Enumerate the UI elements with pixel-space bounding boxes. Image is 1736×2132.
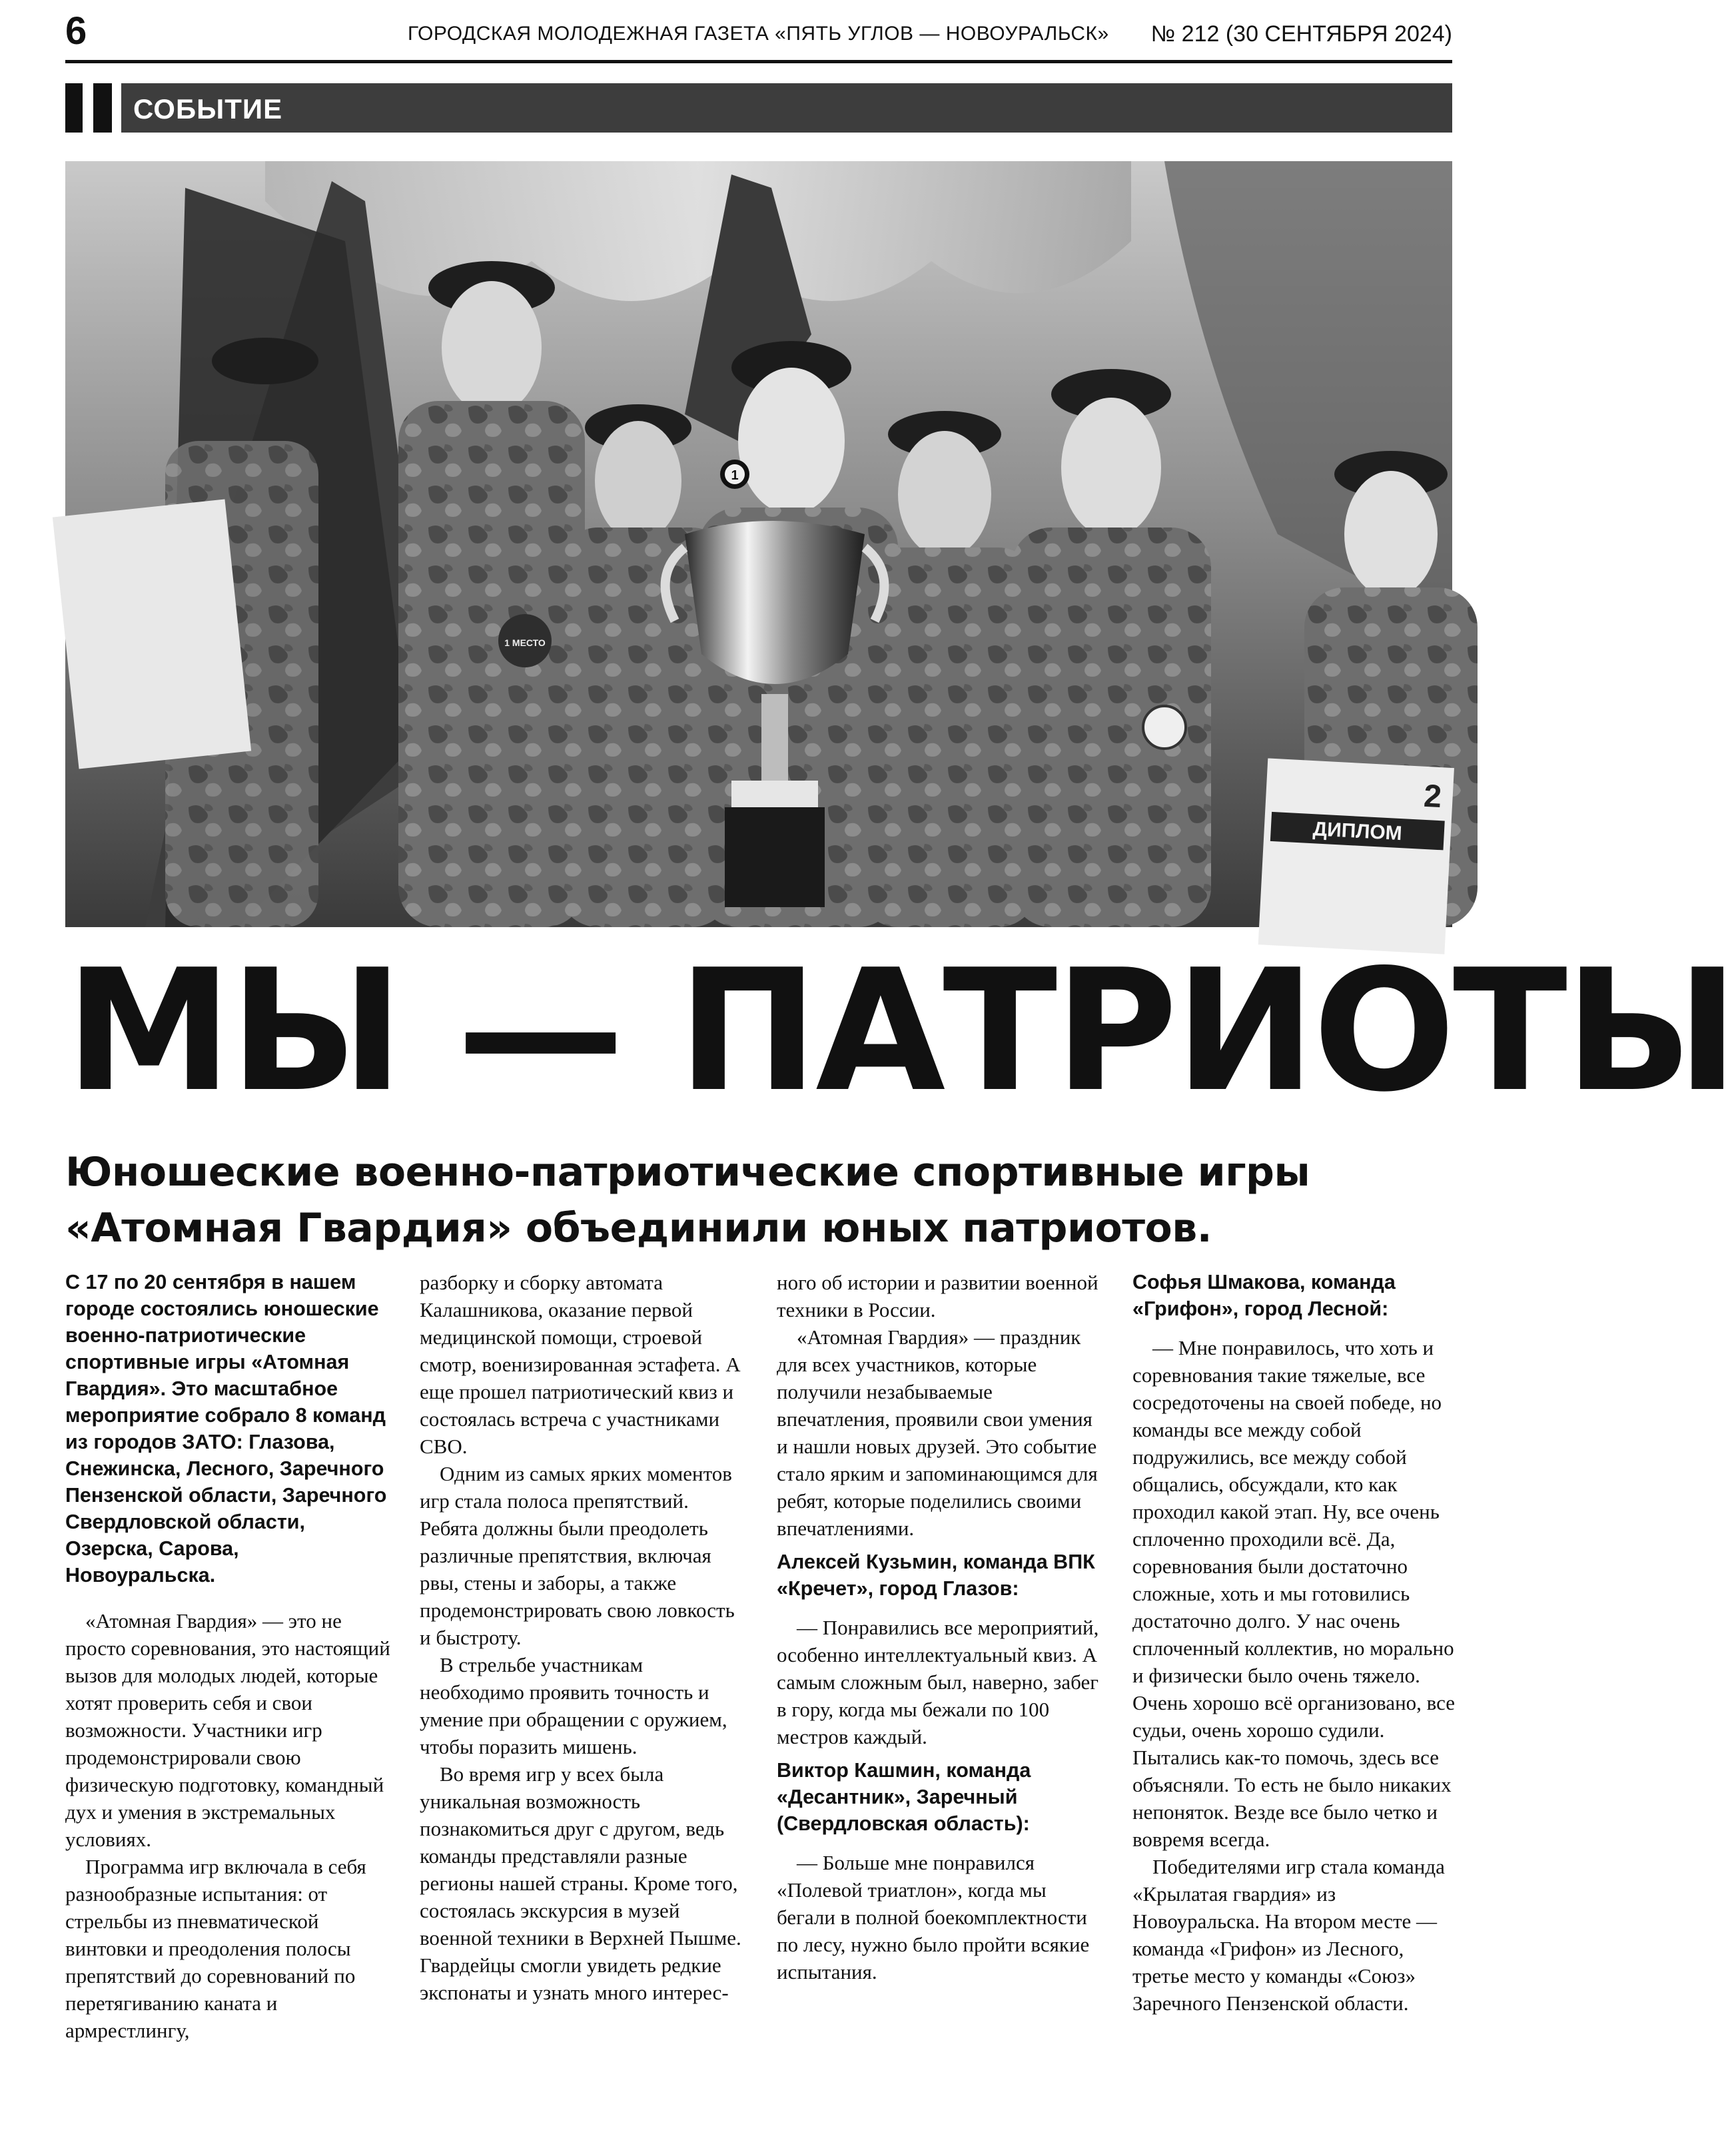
subheadline-line-2: «Атомная Гвардия» объединили юных патриотов. [65, 1205, 1212, 1251]
body-paragraph: Одним из самых ярких моментов игр стала полоса препятствий. Ребята должны были преодолеть различные препятствия, включая рвы, стены и заборы, а также продемонстрировать свою ловкость и быстроту. [420, 1462, 735, 1649]
body-paragraph: разборку и сборку автомата Калашникова, оказание первой медицинской помощи, строевой смотр, военизированная эстафета. А еще прошел патриотический квиз и состоялась встреча с участниками СВО. [420, 1271, 741, 1458]
subheadline [65, 1144, 1452, 1256]
page-number: 6 [65, 9, 87, 53]
body-paragraph: Во время игр у всех была уникальная возможность познакомиться друг с другом, ведь команды представляли разные регионы нашей страны. Кроме того, состоялась экскурсия в музей военной техники в Верхней Пышме. Гвардейцы смогли увидеть редкие экспонаты и узнать много интерес- [420, 1762, 741, 2004]
masthead: ГОРОДСКАЯ МОЛОДЕЖНАЯ ГАЗЕТА «ПЯТЬ УГЛОВ — НОВОУРАЛЬСК» [408, 23, 1109, 45]
diploma-place-number: 2 [1422, 778, 1443, 815]
quote-paragraph: — Мне понравилось, что хоть и соревнования такие тяжелые, все сосредоточены на своей победе, но команды все между собой подружились, все между собой общались, обсуждали, кто как проходил какой этап. Ну, все очень сплоченно проходили всё. Да, соревнования были достаточно сложные, хоть и мы готовились достаточно долго. У нас очень сплоченный коллектив, но морально и физически было очень тяжело. Очень хорошо всё организовано, все судьи, очень хорошо судили. Пытались как-то помочь, здесь все объясняли. То есть не было никаких непоняток. Везде все было четко и вовремя всегда. [1132, 1336, 1456, 1851]
event-photo [65, 161, 1452, 927]
diploma-title: ДИПЛОМ [1312, 818, 1403, 845]
body-paragraph: Программа игр включала в себя разнообразные испытания: от стрельбы из пневматической винтовки и преодоления полосы препятствий до соревнований по перетягиванию каната и армрестлингу, [65, 1855, 366, 2042]
headline: МЫ — ПАТРИОТЫ [65, 934, 1736, 1129]
speaker-name: Виктор Кашмин, команда «Десантник», Заречный (Свердловская область): [777, 1759, 1031, 1835]
body-paragraph: Победителями игр стала команда «Крылатая гвардия» из Новоуральска. На втором месте — команда «Грифон» из Лесного, третье место у команды «Союз» Заречного Пензенской области. [1132, 1855, 1445, 2015]
diploma [1258, 758, 1454, 954]
section-marker-block [93, 83, 112, 133]
article-column-4 [1132, 1269, 1458, 2017]
header-rule [65, 60, 1452, 63]
quote-paragraph: — Понравились все мероприятий, особенно интеллектуальный квиз. А самым сложным был, наверно, забег в гору, когда мы бежали по 100 местров каждый. [777, 1616, 1099, 1748]
cup-place-number: 1 [731, 468, 739, 483]
speaker-name: Алексей Кузьмин, команда ВПК «Кречет», город Глазов: [777, 1551, 1095, 1600]
medal-label: 1 МЕСТО [504, 637, 546, 648]
body-paragraph: «Атомная Гвардия» — праздник для всех участников, которые получили незабываемые впечатления, проявили свои умения и нашли новых друзей. Это событие стало ярким и запоминающимся для ребят, которые поделились своими впечатлениями. [777, 1325, 1098, 1540]
section-bar [121, 83, 1452, 133]
lead-paragraph: С 17 по 20 сентября в нашем городе состоялись юношеские военно-патриотические спортивные игры «Атомная Гвардия». Это масштабное мероприятие собрало 8 команд из городов ЗАТО: Глазова, Снежинска, Лесного, Заречного Пензенской области, Заречного Свердловской области, Озерска, Сарова, Новоуральска. [65, 1271, 387, 1587]
section-marker-block [65, 83, 83, 133]
body-paragraph: ного об истории и развитии военной техники в России. [777, 1271, 1098, 1321]
issue-info: № 212 (30 СЕНТЯБРЯ 2024) [1150, 21, 1452, 47]
subheadline-line-1: Юношеские военно-патриотические спортивные игры [65, 1149, 1310, 1196]
quote-paragraph: — Больше мне понравился «Полевой триатлон», когда мы бегали в полной боекомплектности по лесу, нужно было пройти всякие испытания. [777, 1851, 1090, 1983]
body-paragraph: В стрельбе участникам необходимо проявить точность и умение при обращении с оружием, чтобы поразить мишень. [420, 1653, 727, 1758]
article-column-3 [777, 1269, 1102, 1985]
section-label: СОБЫТИЕ [133, 93, 283, 125]
article-column-1 [65, 1269, 390, 2044]
article-column-2 [420, 1269, 745, 2006]
speaker-name: Софья Шмакова, команда «Грифон», город Лесной: [1132, 1271, 1396, 1320]
body-paragraph: «Атомная Гвардия» — это не просто соревнования, это настоящий вызов для молодых людей, которые хотят проверить себя и свои возможности. Участники игр продемонстрировали свою физическую подготовку, командный дух и умения в экстремальных условиях. [65, 1609, 390, 1851]
